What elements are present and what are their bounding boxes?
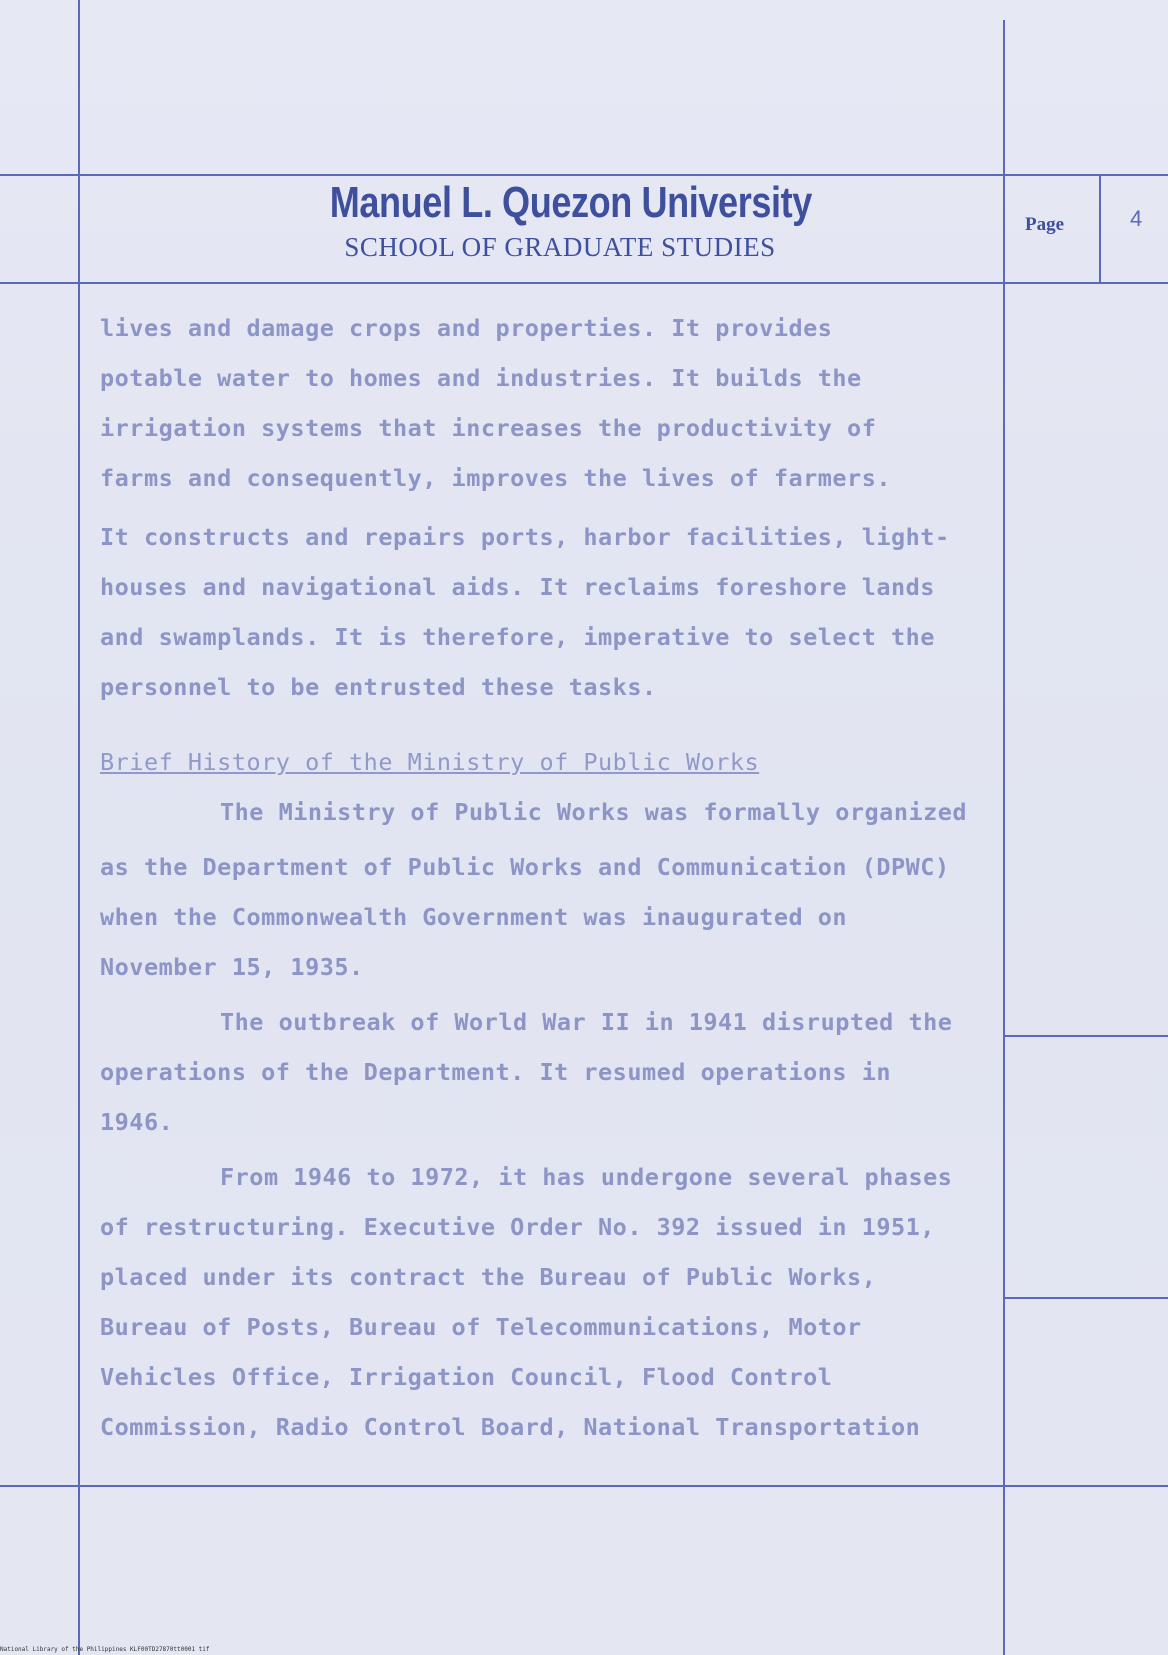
text-line: as the Department of Public Works and Communication (DPWC) (100, 853, 950, 881)
header-bottom-rule (0, 282, 1168, 284)
text-line: It constructs and repairs ports, harbor facilities, light- (100, 523, 950, 551)
text-line: potable water to homes and industries. It builds the (100, 364, 862, 392)
text-line: personnel to be entrusted these tasks. (100, 673, 657, 701)
text-line: operations of the Department. It resumed operations in (100, 1058, 892, 1086)
margin-rule-2 (1003, 1297, 1168, 1299)
section-heading: Brief History of the Ministry of Public Works (100, 748, 760, 776)
university-name: Manuel L. Quezon University (329, 178, 812, 227)
page-box-rule (1099, 176, 1101, 282)
footer-rule (0, 1485, 1168, 1487)
text-line: Bureau of Posts, Bureau of Telecommunications, Motor (100, 1313, 862, 1341)
text-line: and swamplands. It is therefore, imperative to select the (100, 623, 935, 651)
text-line: The Ministry of Public Works was formally organized (220, 798, 968, 826)
text-line: Commission, Radio Control Board, National Transportation (100, 1413, 921, 1441)
text-line: From 1946 to 1972, it has undergone several phases (220, 1163, 953, 1191)
page-label: Page (1025, 214, 1065, 235)
page-number: 4 (1130, 206, 1143, 231)
text-line: when the Commonwealth Government was inaugurated on (100, 903, 848, 931)
text-line: lives and damage crops and properties. It provides (100, 314, 833, 342)
text-line: The outbreak of World War II in 1941 disrupted the (220, 1008, 953, 1036)
text-line: Vehicles Office, Irrigation Council, Flood Control (100, 1363, 833, 1391)
text-line: placed under its contract the Bureau of Public Works, (100, 1263, 877, 1291)
right-margin-rule (1003, 20, 1005, 1655)
text-line: November 15, 1935. (100, 953, 364, 981)
text-line: houses and navigational aids. It reclaims foreshore lands (100, 573, 935, 601)
text-line: farms and consequently, improves the lives of farmers. (100, 464, 892, 492)
text-line: irrigation systems that increases the productivity of (100, 414, 877, 442)
school-name: SCHOOL OF GRADUATE STUDIES (344, 232, 776, 262)
header-top-rule (0, 174, 1168, 176)
margin-rule-1 (1003, 1035, 1168, 1037)
scan-identifier: National Library of the Philippines KLF00TD27870tt0001 tif (0, 1646, 210, 1653)
text-line: 1946. (100, 1108, 174, 1136)
text-line: of restructuring. Executive Order No. 392 issued in 1951, (100, 1213, 935, 1241)
